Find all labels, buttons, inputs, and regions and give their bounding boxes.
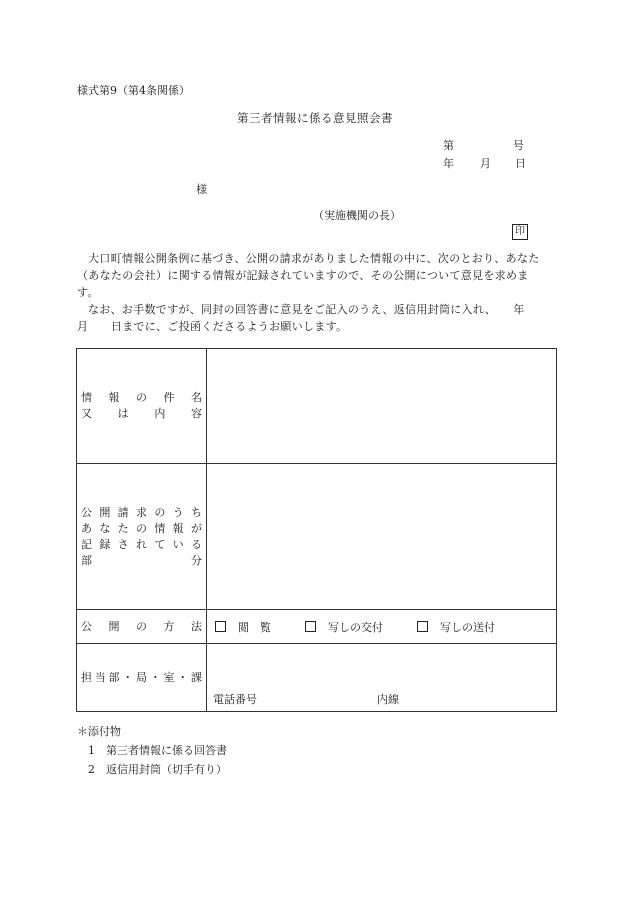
label-char: 記 bbox=[81, 537, 92, 551]
label-char: 公 bbox=[81, 505, 92, 519]
method-label: 写しの交付 bbox=[328, 620, 383, 634]
attachment-item: 2 返信用封筒（切手有り） bbox=[88, 763, 227, 776]
label-line bbox=[81, 619, 202, 635]
label-char: 当 bbox=[94, 671, 106, 684]
label-char: 名 bbox=[191, 391, 202, 404]
attachments-heading: ＊添付物 bbox=[77, 725, 121, 738]
label-char: ・ bbox=[122, 671, 134, 684]
label-char: 公 bbox=[81, 619, 92, 633]
label-char: の bbox=[136, 619, 147, 633]
label-char: い bbox=[172, 537, 184, 551]
value-department[interactable] bbox=[207, 644, 557, 712]
label-char: あ bbox=[81, 521, 92, 535]
label-char: は bbox=[117, 407, 129, 420]
label-char: 報 bbox=[108, 391, 120, 404]
body-paragraph-2: なお、お手数ですが、同封の回答書に意見をご記入のうえ、返信用封筒に入れ、 年 月 日までに、ご投函くださるようお願いします。 bbox=[77, 303, 548, 333]
document-title: 第三者情報に係る意見照会書 bbox=[237, 111, 393, 125]
label-char: て bbox=[154, 537, 166, 551]
phone-label: 電話番号 bbox=[213, 693, 257, 706]
method-option-view[interactable] bbox=[215, 619, 271, 635]
label-char: れ bbox=[135, 537, 147, 551]
inquiry-form-table bbox=[76, 348, 557, 712]
label-line bbox=[81, 390, 202, 406]
addressee-suffix: 様 bbox=[196, 183, 207, 196]
label-char: さ bbox=[117, 537, 129, 551]
body-paragraph-1: 大口町情報公開条例に基づき、公開の請求がありました情報の中に、次のとおり、あなた（あなたの会社）に関する情報が記録されていますので、その公開について意見を求めます。 bbox=[77, 252, 540, 299]
method-label: 閲 覧 bbox=[238, 620, 271, 634]
label-char: 報 bbox=[172, 521, 184, 535]
label-char: ・ bbox=[177, 671, 189, 684]
label-char: の bbox=[154, 505, 166, 519]
method-options bbox=[207, 619, 556, 635]
label-disclosure-method bbox=[77, 610, 207, 644]
label-char: 課 bbox=[191, 671, 202, 684]
label-char: 部 bbox=[108, 671, 120, 684]
label-char: ・ bbox=[149, 671, 161, 684]
label-info-subject bbox=[77, 349, 207, 464]
value-recorded-part[interactable] bbox=[207, 464, 557, 610]
value-info-subject[interactable] bbox=[207, 349, 557, 464]
label-char: う bbox=[172, 505, 184, 519]
seal-stamp: 印 bbox=[512, 224, 528, 240]
form-number: 様式第9（第4条関係） bbox=[77, 84, 190, 97]
label-char: 容 bbox=[190, 407, 202, 420]
label-line bbox=[81, 553, 202, 569]
label-char: た bbox=[117, 521, 129, 535]
label-char: 情 bbox=[81, 391, 92, 404]
label-line bbox=[81, 537, 202, 553]
label-char: 件 bbox=[163, 391, 175, 404]
label-char: 請 bbox=[117, 505, 129, 519]
value-disclosure-method bbox=[207, 610, 557, 644]
checkbox-icon[interactable] bbox=[305, 621, 316, 632]
method-option-copy-delivery[interactable] bbox=[305, 619, 383, 635]
label-char: の bbox=[136, 391, 147, 404]
label-line bbox=[81, 521, 202, 537]
label-char: の bbox=[135, 521, 147, 535]
label-char: 局 bbox=[136, 671, 147, 684]
label-char: 内 bbox=[154, 407, 166, 420]
label-line bbox=[81, 406, 202, 422]
label-char: 開 bbox=[99, 505, 111, 519]
label-char: 分 bbox=[191, 553, 202, 567]
label-char: 担 bbox=[81, 671, 92, 684]
label-char: ち bbox=[190, 505, 202, 519]
method-label: 写しの送付 bbox=[440, 620, 495, 634]
label-char: 求 bbox=[135, 505, 147, 519]
label-line bbox=[81, 505, 202, 521]
label-char: 情 bbox=[154, 521, 166, 535]
label-char: 室 bbox=[163, 671, 175, 684]
label-recorded-part bbox=[77, 464, 207, 610]
label-char: 録 bbox=[99, 537, 111, 551]
sender-title: （実施機関の長） bbox=[313, 209, 401, 222]
label-char: 法 bbox=[191, 619, 202, 633]
method-option-copy-mail[interactable] bbox=[417, 619, 495, 635]
date-month: 月 bbox=[480, 157, 491, 170]
body-text bbox=[77, 250, 550, 335]
extension-label: 内線 bbox=[377, 693, 399, 706]
doc-number-prefix: 第 bbox=[443, 139, 454, 152]
doc-number-suffix: 号 bbox=[513, 139, 524, 152]
checkbox-icon[interactable] bbox=[215, 621, 226, 632]
label-char: な bbox=[99, 521, 111, 535]
label-char: 部 bbox=[81, 553, 92, 567]
date-day: 日 bbox=[515, 157, 526, 170]
label-char: 方 bbox=[163, 619, 175, 633]
checkbox-icon[interactable] bbox=[417, 621, 428, 632]
label-line bbox=[81, 670, 202, 686]
attachment-item: 1 第三者情報に係る回答書 bbox=[88, 744, 227, 757]
date-year: 年 bbox=[443, 157, 454, 170]
label-char: 開 bbox=[108, 619, 120, 633]
label-department bbox=[77, 644, 207, 712]
label-char: 又 bbox=[81, 407, 92, 420]
label-char: が bbox=[190, 521, 202, 535]
label-char: る bbox=[190, 537, 202, 551]
